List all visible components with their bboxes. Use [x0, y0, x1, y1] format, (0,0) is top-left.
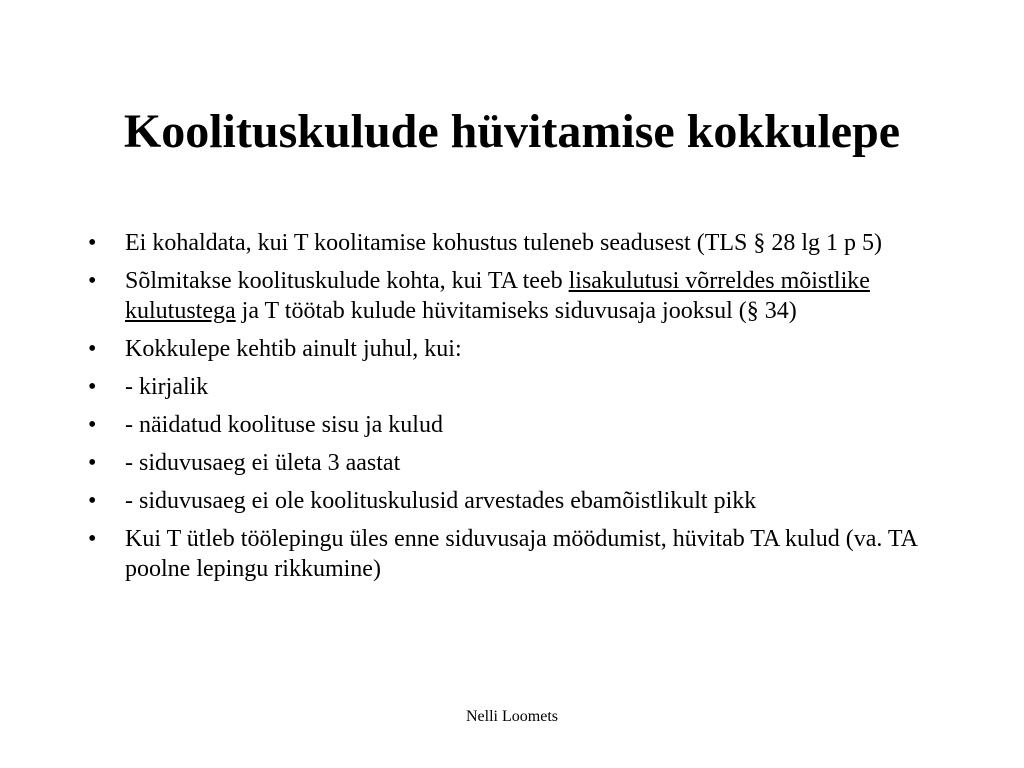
footer-author: Nelli Loomets	[466, 708, 558, 725]
bullet-icon: •	[88, 526, 97, 552]
bullet-item	[88, 334, 948, 364]
bullet-text: Kokkulepe kehtib ainult juhul, kui:	[125, 336, 462, 362]
bullet-text: Ei kohaldata, kui T koolitamise kohustus tuleneb seadusest (TLS § 28 lg 1 p 5)	[125, 230, 883, 256]
bullet-item	[88, 486, 948, 516]
slide-title: Koolituskulude hüvitamise kokkulepe	[123, 105, 901, 158]
bullet-text: Kui T ütleb töölepingu üles enne siduvusaja möödumist, hüvitab TA kulud (va. TA poolne lepingu rikkumine)	[125, 526, 917, 582]
bullet-list	[88, 228, 948, 592]
bullet-item	[88, 524, 948, 584]
bullet-text: - siduvusaeg ei ületa 3 aastat	[125, 450, 401, 476]
bullet-item	[88, 410, 948, 440]
bullet-text-after: ja T töötab kulude hüvitamiseks siduvusaja jooksul (§ 34)	[235, 298, 797, 324]
bullet-text-before: Sõlmitakse koolituskulude kohta, kui TA teeb	[125, 268, 569, 294]
bullet-icon: •	[88, 488, 97, 514]
bullet-icon: •	[88, 230, 97, 256]
bullet-item	[88, 228, 948, 258]
bullet-item	[88, 372, 948, 402]
bullet-icon: •	[88, 268, 97, 294]
bullet-icon: •	[88, 412, 97, 438]
bullet-text: - kirjalik	[125, 374, 209, 400]
bullet-text: - siduvusaeg ei ole koolituskulusid arvestades ebamõistlikult pikk	[125, 488, 757, 514]
bullet-icon: •	[88, 374, 97, 400]
bullet-underlined-text: lisakulutusi võrreldes mõistlike kulutustega	[125, 268, 870, 324]
bullet-text: - näidatud koolituse sisu ja kulud	[125, 412, 443, 438]
bullet-icon: •	[88, 450, 97, 476]
bullet-item	[88, 448, 948, 478]
bullet-icon: •	[88, 336, 97, 362]
bullet-item	[88, 266, 948, 326]
